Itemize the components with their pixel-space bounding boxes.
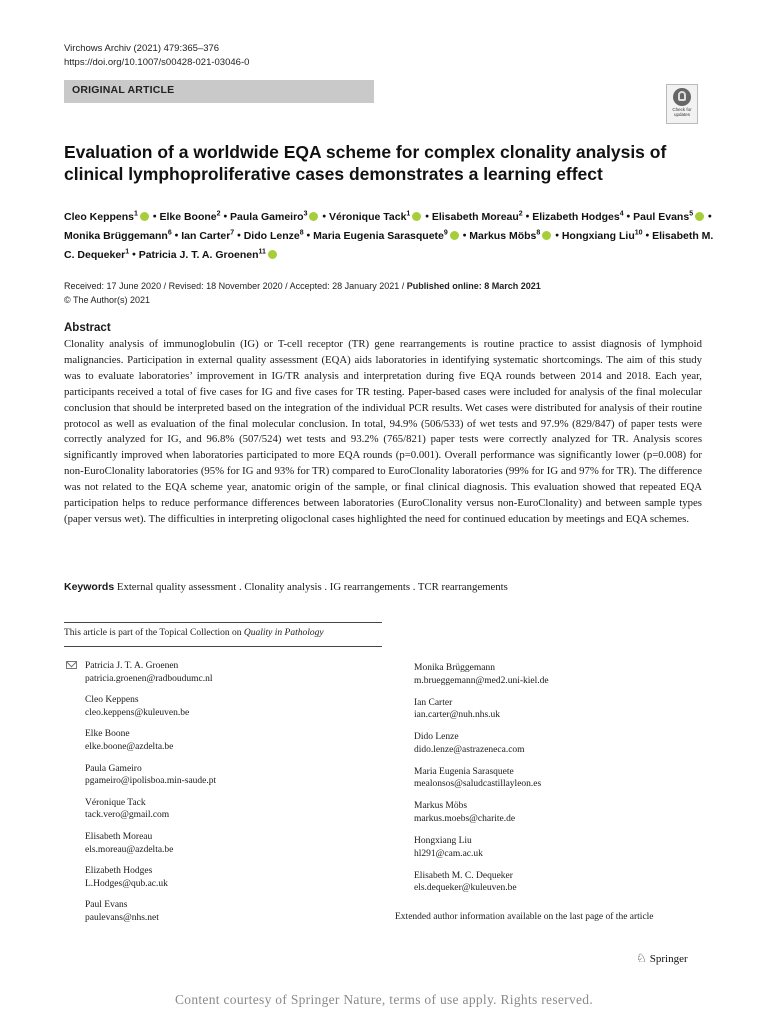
author-separator: • xyxy=(303,229,314,242)
author[interactable] xyxy=(469,230,552,242)
author-contact xyxy=(85,660,212,685)
author-separator: • xyxy=(319,210,329,223)
contact-name: Cleo Keppens xyxy=(85,695,139,706)
copyright-footer: Content courtesy of Springer Nature, terms of use apply. Rights reserved. xyxy=(174,992,594,1007)
author-name: Cleo Keppens xyxy=(64,210,135,223)
author-affiliation: 1 xyxy=(406,210,411,217)
author-separator: • xyxy=(522,210,533,223)
author-name: Patricia J. T. A. Groenen xyxy=(138,248,259,261)
doi-link[interactable]: https://doi.org/10.1007/s00428-021-03046-0 xyxy=(64,57,250,68)
divider xyxy=(64,646,382,647)
author-separator: • xyxy=(552,229,562,242)
contact-email[interactable]: hl291@cam.ac.uk xyxy=(414,848,483,859)
article-type-band xyxy=(64,80,374,103)
author-name: Hongxiang Liu xyxy=(561,229,635,242)
author-separator: • xyxy=(149,210,160,223)
contact-email[interactable]: paulevans@nhs.net xyxy=(85,912,159,923)
contact-name: Elke Boone xyxy=(85,729,130,740)
author[interactable] xyxy=(329,211,422,223)
contact-name: Markus Möbs xyxy=(414,801,468,812)
author-name: Paula Gameiro xyxy=(230,210,304,223)
author-name: Elisabeth M. C. Dequeker xyxy=(64,229,714,261)
check-for-updates-badge[interactable] xyxy=(666,84,698,124)
author-contact xyxy=(414,662,549,687)
author[interactable] xyxy=(181,230,234,242)
publisher-name: Springer xyxy=(649,953,688,965)
keywords-label: Keywords xyxy=(64,581,115,593)
contact-name: Elisabeth M. C. Dequeker xyxy=(414,870,513,881)
collection-name[interactable]: Quality in Pathology xyxy=(243,628,324,638)
contact-email[interactable]: markus.moebs@charite.de xyxy=(414,813,516,824)
dates-history: Received: 17 June 2020 / Revised: 18 November 2020 / Accepted: 28 January 2021 / xyxy=(64,281,407,291)
author-list xyxy=(64,206,714,263)
author-separator: • xyxy=(220,210,231,223)
author-separator: • xyxy=(171,229,182,242)
divider xyxy=(64,622,382,623)
author-affiliation: 5 xyxy=(689,210,694,217)
author-affiliation: 2 xyxy=(216,210,221,217)
contact-name: Dido Lenze xyxy=(414,732,459,743)
contact-email[interactable]: pgameiro@ipolisboa.min-saude.pt xyxy=(85,776,217,787)
author-affiliation: 8 xyxy=(299,229,304,236)
author-affiliation: 6 xyxy=(167,229,172,236)
author-affiliation: 1 xyxy=(125,248,130,255)
author[interactable] xyxy=(432,211,523,223)
check-for-updates-icon xyxy=(673,88,691,106)
contact-email[interactable]: ian.carter@nuh.nhs.uk xyxy=(414,710,501,721)
contact-email[interactable]: els.dequeker@kuleuven.be xyxy=(414,883,517,894)
contact-name: Elizabeth Hodges xyxy=(85,866,153,877)
author-separator: • xyxy=(459,229,470,242)
article-type-label: ORIGINAL ARTICLE xyxy=(72,84,175,96)
author-contact xyxy=(85,831,173,856)
envelope-icon xyxy=(66,661,77,669)
check-for-updates-line2: updates xyxy=(673,112,690,117)
contact-email[interactable]: L.Hodges@qub.ac.uk xyxy=(85,878,168,889)
copyright-line: © The Author(s) 2021 xyxy=(64,294,151,305)
topical-collection-note xyxy=(64,628,324,638)
dates-published: Published online: 8 March 2021 xyxy=(406,281,541,291)
author-name: Dido Lenze xyxy=(243,229,300,242)
contact-email[interactable]: cleo.keppens@kuleuven.be xyxy=(85,707,190,718)
author-name: Monika Brüggemann xyxy=(64,229,168,242)
contact-name: Maria Eugenia Sarasquete xyxy=(414,766,514,777)
author-separator: • xyxy=(642,229,653,242)
author-name: Elizabeth Hodges xyxy=(532,210,620,223)
author-contact xyxy=(85,865,168,890)
extended-author-info: Extended author information available on the last page of the article xyxy=(395,912,654,922)
article-title: Evaluation of a worldwide EQA scheme for complex clonality analysis of clinical lymphoproliferative cases demonstrates a learning effect xyxy=(64,142,667,184)
author-contact xyxy=(414,766,541,791)
contact-email[interactable]: elke.boone@azdelta.be xyxy=(85,741,174,752)
journal-citation: Virchows Archiv (2021) 479:365–376 xyxy=(64,43,220,54)
contact-name: Monika Brüggemann xyxy=(414,663,496,673)
keywords xyxy=(64,580,508,595)
orcid-icon[interactable] xyxy=(412,212,421,221)
contact-name: Elisabeth Moreau xyxy=(85,832,153,842)
contact-email[interactable]: dido.lenze@astrazeneca.com xyxy=(414,744,525,755)
author[interactable] xyxy=(139,249,278,261)
author-affiliation: 9 xyxy=(443,229,448,236)
author-name: Véronique Tack xyxy=(329,210,407,223)
author[interactable] xyxy=(244,230,304,242)
author-contact xyxy=(85,899,159,924)
author-affiliation: 4 xyxy=(619,210,624,217)
author-affiliation: 3 xyxy=(303,210,308,217)
author-affiliation: 7 xyxy=(230,229,235,236)
author-name: Markus Möbs xyxy=(469,229,537,242)
author-contact xyxy=(85,694,189,719)
contact-name: Véronique Tack xyxy=(85,797,146,808)
orcid-icon[interactable] xyxy=(542,231,551,240)
publication-dates xyxy=(64,280,541,307)
orcid-icon[interactable] xyxy=(450,231,459,240)
author-contact xyxy=(414,870,517,895)
author-contact xyxy=(414,800,515,825)
orcid-icon[interactable] xyxy=(268,250,277,259)
author-affiliation: 8 xyxy=(536,229,541,236)
author-contact xyxy=(414,697,500,722)
author-separator: • xyxy=(422,210,432,223)
author-contact xyxy=(414,835,483,860)
contact-email[interactable]: mealonsos@saludcastillayleon.es xyxy=(414,779,542,790)
keyword: . Clonality analysis xyxy=(236,581,322,593)
author-name: Elke Boone xyxy=(159,210,217,223)
contact-email[interactable]: m.brueggemann@med2.uni-kiel.de xyxy=(414,675,549,686)
author-affiliation: 10 xyxy=(634,229,643,236)
keywords-items xyxy=(117,581,508,593)
author-contact xyxy=(85,797,169,822)
author-separator: • xyxy=(705,210,712,223)
author-name: Paul Evans xyxy=(633,210,690,223)
author-name: Ian Carter xyxy=(181,229,231,242)
author[interactable] xyxy=(64,230,172,242)
check-for-updates-line1: Check for xyxy=(672,107,692,112)
author-name: Maria Eugenia Sarasquete xyxy=(313,229,444,242)
author[interactable] xyxy=(230,211,319,223)
publisher-logo xyxy=(636,951,688,966)
contact-email[interactable]: tack.vero@gmail.com xyxy=(85,810,170,821)
collection-prefix: This article is part of the Topical Collection on xyxy=(64,628,244,638)
abstract-heading: Abstract xyxy=(64,322,111,334)
orcid-icon[interactable] xyxy=(695,212,704,221)
contact-email[interactable]: els.moreau@azdelta.be xyxy=(85,844,174,855)
author[interactable] xyxy=(633,211,705,223)
author-separator: • xyxy=(234,229,244,242)
author-affiliation: 2 xyxy=(518,210,523,217)
journal-header xyxy=(64,42,249,70)
author[interactable] xyxy=(532,211,623,223)
author-contact xyxy=(85,728,173,753)
contact-name: Paul Evans xyxy=(85,900,128,911)
author-contact xyxy=(414,731,525,756)
contact-name: Patricia J. T. A. Groenen xyxy=(85,661,179,671)
author[interactable] xyxy=(64,211,150,223)
orcid-icon[interactable] xyxy=(309,212,318,221)
contact-name: Ian Carter xyxy=(414,697,453,708)
keyword: . IG rearrangements xyxy=(321,581,411,593)
keyword: External quality assessment xyxy=(116,581,237,593)
author-contact xyxy=(85,763,216,788)
author[interactable] xyxy=(562,230,643,242)
author-name: Elisabeth Moreau xyxy=(431,210,519,223)
author-affiliation: 1 xyxy=(134,210,138,217)
contact-name: Paula Gameiro xyxy=(85,763,142,774)
author[interactable] xyxy=(313,230,460,242)
author-separator: • xyxy=(623,210,634,223)
author-affiliation: 11 xyxy=(258,248,266,255)
springer-horse-icon: ♘ xyxy=(636,951,647,965)
contact-name: Hongxiang Liu xyxy=(414,836,472,846)
keyword: . TCR rearrangements xyxy=(410,581,508,593)
author[interactable] xyxy=(159,211,220,223)
orcid-icon[interactable] xyxy=(140,212,149,221)
contact-email[interactable]: patricia.groenen@radboudumc.nl xyxy=(85,673,213,684)
author-separator: • xyxy=(129,248,139,261)
abstract-text: Clonality analysis of immunoglobulin (IG) or T-cell receptor (TR) gene rearrangements is routine practice to assist diagnosis of lymphoid malignancies. Participation in external quality assessment (EQA) aids laboratories in identifying systematic shortcomings. The aim of this study was to evaluate laboratories’ improvement in IG/TR analysis and interpretation during five EQA rounds between 2014 and 2018. Each year, participants received a total of five cases for IG and five cases for TR testing. Paper-based cases were included for analysis of the final molecular conclusion that should be interpreted based on the integration of the individual PCR results. Wet cases were distributed for analysis of their routine protocol as well as evaluation of the final molecular conclusion. In total, 94.9% (506/533) of wet tests and 97.9% (829/847) of paper tests were correctly analyzed for IG, and 96.8% (507/524) wet tests and 93.2% (765/821) paper tests were correctly analyzed for TR. Analysis scores significantly improved when laboratories participated to more EQA rounds (p=0.001). Overall performance was significantly lower (p=0.008) for non-EuroClonality laboratories (95% for IG and 93% for TR) compared to EuroClonality laboratories (99% for IG and 97% for TR). The difference was not related to the EQA scheme year, anatomic origin of the sample, or final clinical diagnosis. This evaluation showed that repeated EQA participation helps to reduce performance differences between laboratories (EuroClonality versus non-EuroClonality) and between sample types (paper versus wet). The difficulties in interpreting oligoclonal cases highlighted the need for continued education by meetings and EQA schemes. xyxy=(64,338,702,525)
